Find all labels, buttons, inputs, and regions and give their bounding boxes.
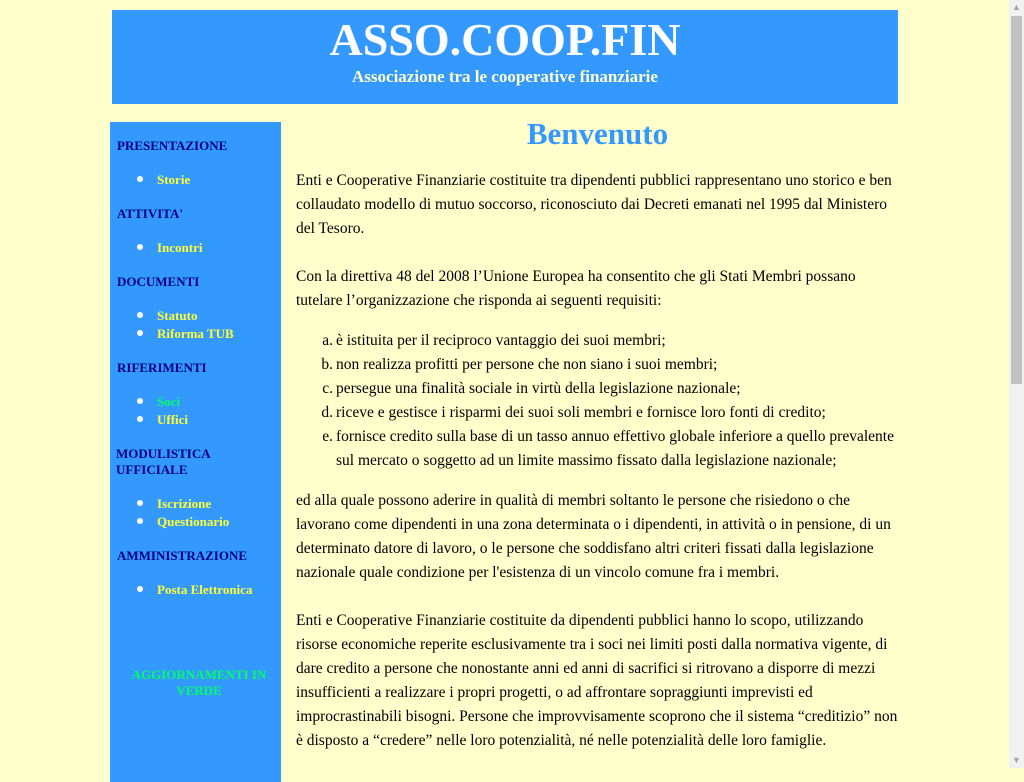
section-title-attivita: ATTIVITA' <box>117 206 183 221</box>
purpose-paragraph: Enti e Cooperative Finanziarie costituite da dipendenti pubblici hanno lo scopo, utilizzando risorse economiche reperite esclusivamente tra i soci nei limiti posti dalla normativa vigente, di dare credito a persone che nonostante anni ed anni di sacrifici si ritrovano a disporre di mezzi insufficienti a realizzare i propri progetti, o ad affrontare sopraggiunti imprevisti ed improcrastinabili bisogni. Persone che improvvisamente scoprono che il sistema “creditizio” non è disposto a “credere” nelle loro potenzialità, né nelle potenzialità delle loro famiglie. <box>296 612 898 749</box>
bullet-icon <box>137 518 143 524</box>
list-marker: a. <box>322 332 333 349</box>
scroll-down-arrow-icon[interactable]: ▼ <box>1012 755 1021 765</box>
link-uffici[interactable]: Uffici <box>157 412 189 427</box>
requirement-item <box>296 401 899 425</box>
bullet-icon <box>137 416 143 422</box>
site-title: ASSO.COOP.FIN <box>329 14 681 65</box>
link-soci[interactable]: Soci <box>157 394 181 409</box>
page-title: Benvenuto <box>526 116 669 151</box>
scroll-up-arrow-icon[interactable]: ▲ <box>1012 2 1021 12</box>
intro-paragraph: Enti e Cooperative Finanziarie costituite tra dipendenti pubblici rappresentano uno storico e ben collaudato modello di mutuo soccorso, riconosciuto dai Decreti emanati nel 1995 dal Ministero del Tesoro. <box>296 172 892 237</box>
requirements-list <box>296 329 899 473</box>
link-iscrizione[interactable]: Iscrizione <box>157 496 212 511</box>
list-item <box>137 171 275 189</box>
updates-notice: AGGIORNAMENTI IN VERDE <box>131 667 267 698</box>
bullet-icon <box>137 176 143 182</box>
bullet-icon <box>137 398 143 404</box>
list-item <box>137 581 275 599</box>
main-content <box>296 116 899 753</box>
requirement-item <box>296 377 899 401</box>
list-marker: c. <box>322 380 333 397</box>
list-item <box>137 393 275 411</box>
list-item <box>137 325 275 343</box>
sidebar-menu <box>110 122 281 782</box>
menu-amministrazione <box>117 581 275 599</box>
bullet-icon <box>137 500 143 506</box>
site-header <box>112 10 898 104</box>
bullet-icon <box>137 244 143 250</box>
site-subtitle: Associazione tra le cooperative finanziarie <box>352 67 658 86</box>
requirement-text: non realizza profitti per persone che non siano i suoi membri; <box>336 356 718 373</box>
list-item <box>137 495 275 513</box>
requirement-text: riceve e gestisce i risparmi dei suoi soli membri e fornisce loro fonti di credito; <box>336 404 826 421</box>
bullet-icon <box>137 312 143 318</box>
link-questionario[interactable]: Questionario <box>157 514 230 529</box>
bullet-icon <box>137 330 143 336</box>
paragraph-spacer <box>296 241 899 265</box>
link-incontri[interactable]: Incontri <box>157 240 203 255</box>
menu-documenti <box>117 307 275 343</box>
directive-paragraph: Con la direttiva 48 del 2008 l’Unione Europea ha consentito che gli Stati Membri possano tutelare l’organizzazione che risponda ai seguenti requisiti: <box>296 268 856 309</box>
section-title-presentazione: PRESENTAZIONE <box>117 138 228 153</box>
link-statuto[interactable]: Statuto <box>157 308 198 323</box>
link-posta-elettronica[interactable]: Posta Elettronica <box>157 582 253 597</box>
section-title-amministrazione: AMMINISTRAZIONE <box>117 548 248 563</box>
list-item <box>137 411 275 429</box>
section-title-documenti: DOCUMENTI <box>117 274 200 289</box>
requirement-text: persegue una finalità sociale in virtù della legislazione nazionale; <box>336 380 741 397</box>
bullet-icon <box>137 586 143 592</box>
requirement-item <box>296 329 899 353</box>
paragraph-spacer <box>296 585 899 609</box>
list-item <box>137 513 275 531</box>
requirement-text: è istituita per il reciproco vantaggio dei suoi membri; <box>336 332 666 349</box>
menu-riferimenti <box>117 393 275 429</box>
menu-attivita <box>117 239 275 257</box>
section-title-riferimenti: RIFERIMENTI <box>117 360 207 375</box>
list-marker: b. <box>321 356 333 373</box>
section-title-modulistica: MODULISTICA UFFICIALE <box>116 446 210 477</box>
link-riforma-tub[interactable]: Riforma TUB <box>157 326 234 341</box>
list-marker: e. <box>322 428 333 445</box>
scrollbar-thumb[interactable] <box>1011 16 1022 384</box>
list-item <box>137 239 275 257</box>
requirement-item <box>296 425 899 473</box>
membership-paragraph: ed alla quale possono aderire in qualità di membri soltanto le persone che risiedono o che lavorano come dipendenti in una zona determinata o i dipendenti, in attività o in pensione, di un determinato datore di lavoro, o le persone che soddisfano altri criteri fissati dalla legislazione nazionale quale condizione per l'esistenza di un vincolo comune fra i membri. <box>296 492 891 581</box>
list-item <box>137 307 275 325</box>
requirement-item <box>296 353 899 377</box>
requirement-text: fornisce credito sulla base di un tasso annuo effettivo globale inferiore a quello prevalente sul mercato o soggetto ad un limite massimo fissato dalla legislazione nazionale; <box>336 428 894 469</box>
menu-modulistica <box>117 495 275 531</box>
link-storie[interactable]: Storie <box>157 172 191 187</box>
vertical-scrollbar[interactable] <box>1009 0 1024 768</box>
menu-presentazione <box>117 171 275 189</box>
list-marker: d. <box>321 404 333 421</box>
